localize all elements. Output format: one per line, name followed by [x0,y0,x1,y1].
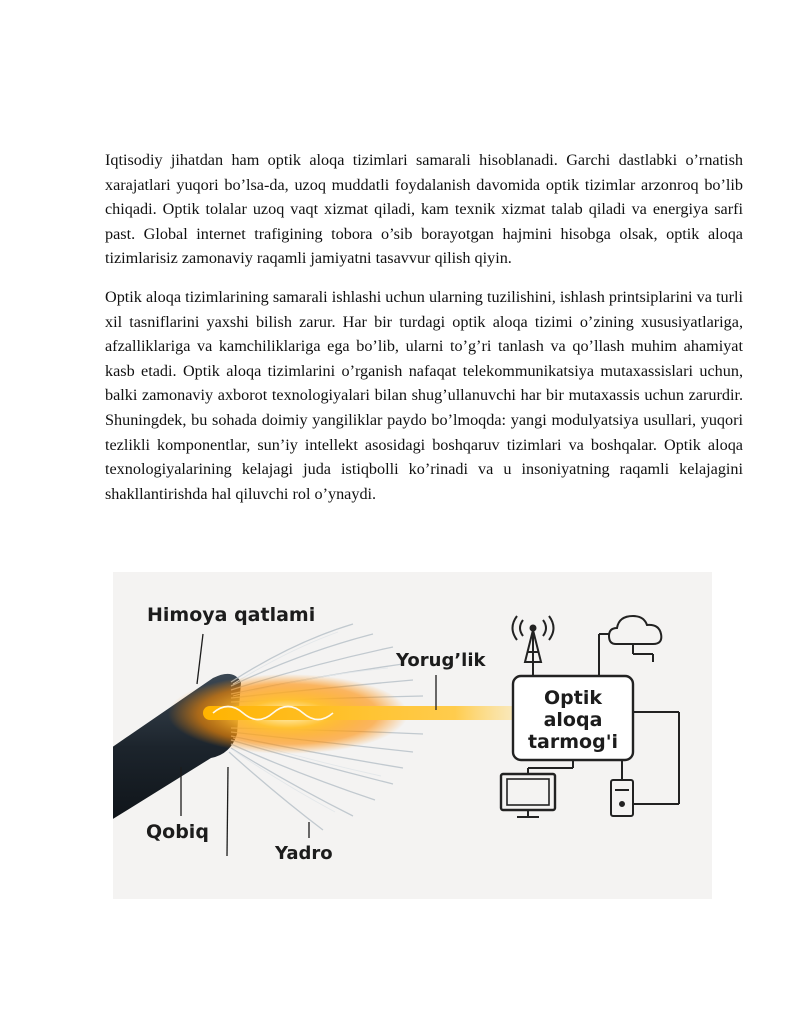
server-icon [611,780,633,816]
optical-fiber-figure [113,572,712,899]
monitor-icon [501,774,555,817]
figure-illustration [113,572,712,899]
paragraph-1: Iqtisodiy jihatdan ham optik aloqa tizimlari samarali hisoblanadi. Garchi dastlabki o’rnatish xarajatlari yuqori bo’lsa-da, uzoq muddatli foydalanish davomida optik tizimlar arzonroq bo’lib chiqadi. Optik tolalar uzoq vaqt xizmat qiladi, kam texnik xizmat talab qiladi va energiya sarfi past. Global internet trafigining tobora o’sib borayotgan hajmini hisobga olsak, optik aloqa tizimlarisiz zamonaviy raqamli jamiyatni tasavvur qilish qiyin. [105,151,743,268]
label-light: Yorug’lik [396,650,486,671]
light-beam [203,706,563,720]
cloud-icon [609,616,661,662]
label-protective-layer: Himoya qatlami [147,604,316,626]
cell-tower-icon [513,616,554,676]
label-core: Yadro [275,843,333,864]
body-text [105,148,743,520]
label-sheath: Qobiq [146,821,209,843]
paragraph-2: Optik aloqa tizimlarining samarali ishlashi uchun ularning tuzilishini, ishlash printsiplarini va turli xil tasniflarini yaxshi bilish zarur. Har bir turdagi optik aloqa tizimi o’zining xususiyatlariga, afzalliklariga va kamchiliklariga ega bo’lib, ularni to’g’ri tanlash va qo’llash muhim ahamiyat kasb etadi. Optik aloqa tizimlarini o’rganish nafaqat telekommunikatsiya mutaxassislari uchun, balki zamonaviy axborot texnologiyalari bilan shug’ullanuvchi har bir mutaxassis uchun zarurdir. Shuningdek, bu sohada doimiy yangiliklar paydo bo’lmoqda: yangi modulyatsiya usullari, yuqori tezlikli komponentlar, sun’iy intellekt asosidagi boshqaruv tizimlari va boshqalar. Optik aloqa texnologiyalarining kelajagi juda istiqbolli ko’rinadi va u insoniyatning raqamli kelajagini shakllantirishda hal qiluvchi rol o’ynaydi. [105,287,743,503]
network-label-line2: aloqa [543,709,603,731]
network-label-line3: tarmog'i [527,731,619,753]
network-label-line1: Optik [544,687,602,709]
